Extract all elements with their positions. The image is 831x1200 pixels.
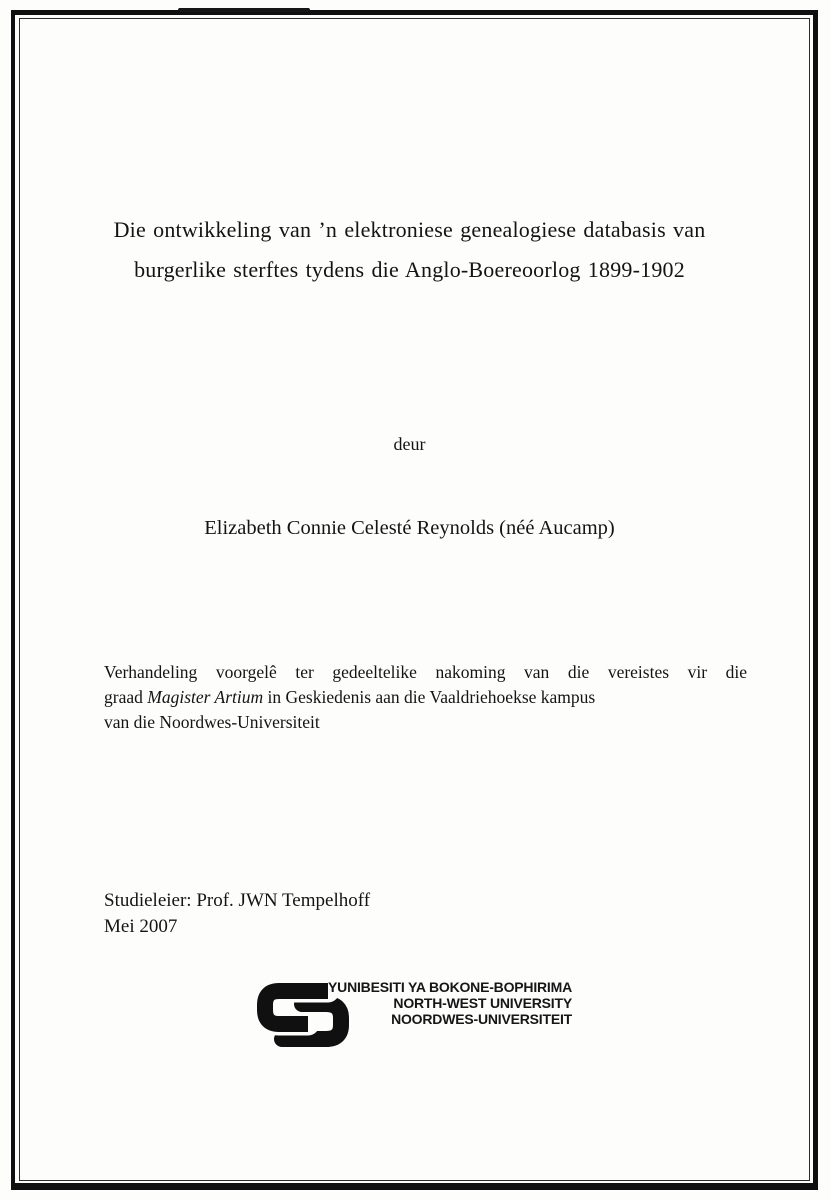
thesis-title-line-1: Die ontwikkeling van ’n elektroniese genealogiese databasis van (113, 217, 706, 242)
author-name: Elizabeth Connie Celesté Reynolds (néé Aucamp) (204, 517, 615, 539)
scan-artifact (178, 8, 310, 12)
university-logo-text (316, 979, 572, 1027)
degree-statement-line-2 (104, 685, 747, 710)
degree-statement-line-2-suffix: in Geskiedenis aan die Vaaldriehoekse kampus (263, 687, 596, 707)
degree-statement-line-3: van die Noordwes-Universiteit (104, 712, 320, 732)
degree-statement-line-2-prefix: graad (104, 687, 148, 707)
supervisor-block (104, 888, 370, 940)
logo-line-english: NORTH-WEST UNIVERSITY (393, 995, 572, 1011)
byline: deur (393, 434, 426, 454)
supervisor-line: Studieleier: Prof. JWN Tempelhoff (104, 890, 371, 911)
degree-name: Magister Artium (147, 687, 264, 707)
degree-statement (104, 660, 747, 735)
logo-line-setswana: YUNIBESITI YA BOKONE-BOPHIRIMA (328, 979, 572, 995)
date-line: Mei 2007 (104, 916, 178, 937)
thesis-title-line-2: burgerlike sterftes tydens die Anglo-Boereoorlog 1899-1902 (134, 257, 685, 282)
degree-statement-line-1: Verhandeling voorgelê ter gedeeltelike nakoming van die vereistes vir die (104, 662, 747, 682)
thesis-title (40, 210, 779, 290)
logo-line-afrikaans: NOORDWES-UNIVERSITEIT (391, 1011, 572, 1027)
